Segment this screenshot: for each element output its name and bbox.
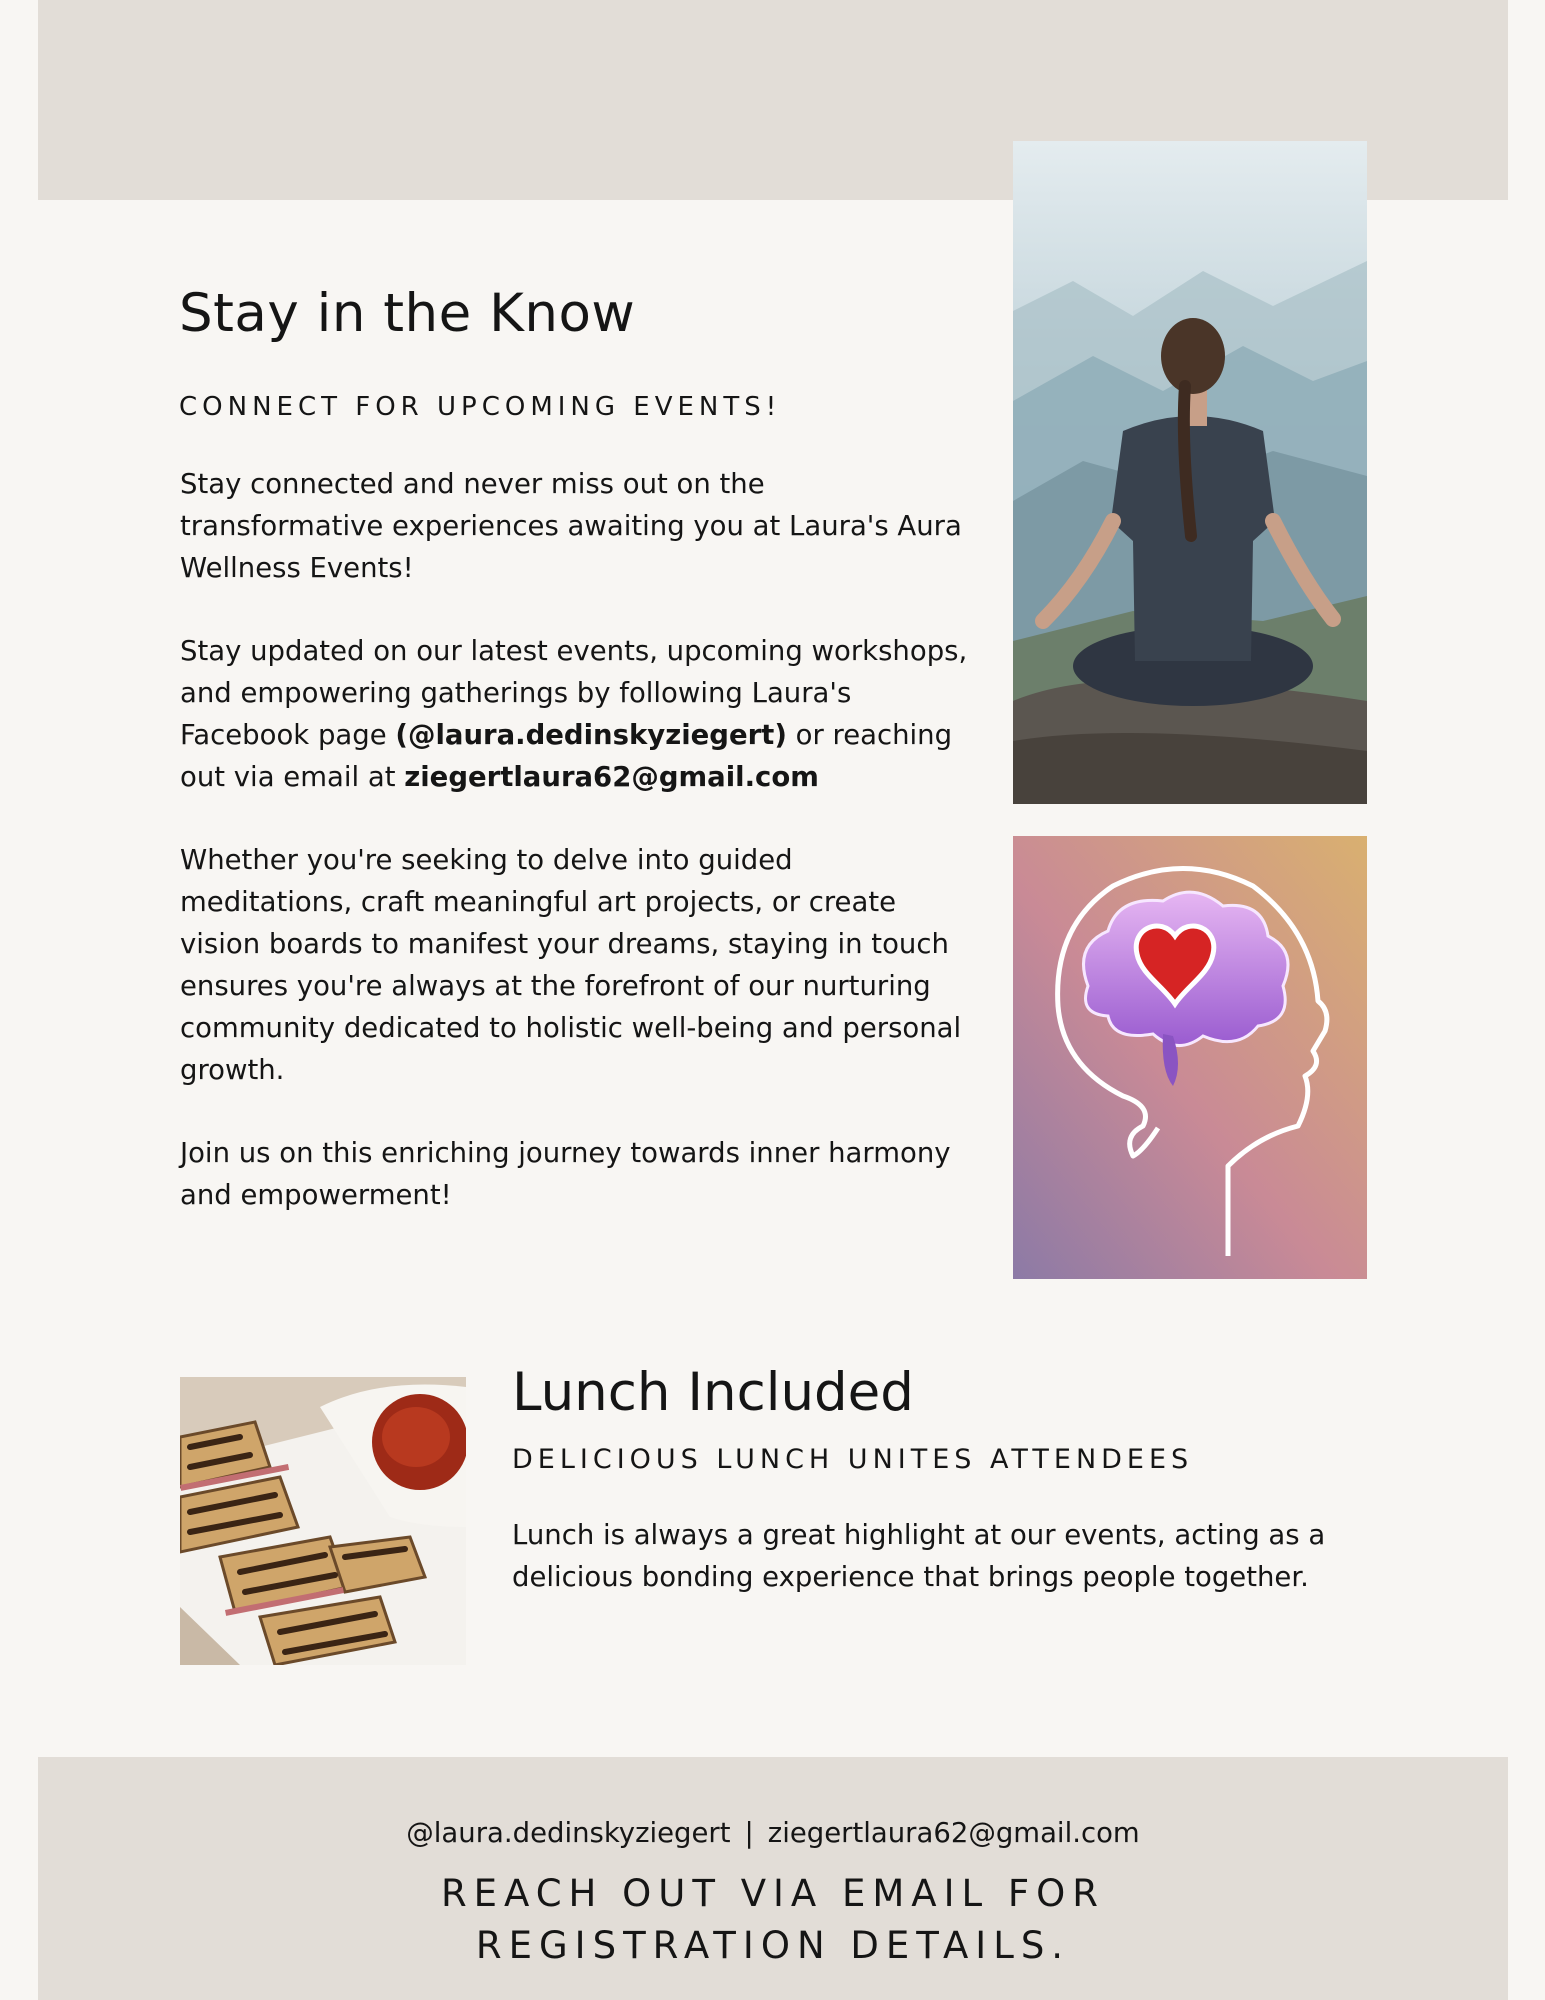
brain-heart-illustration xyxy=(1013,836,1367,1279)
p2-middle: or reaching out via email at xyxy=(180,719,953,793)
meditation-photo xyxy=(1013,141,1367,804)
footer-facebook-handle[interactable]: @laura.dedinskyziegert xyxy=(406,1817,731,1849)
stay-body xyxy=(180,463,970,1257)
lunch-subtitle: DELICIOUS LUNCH UNITES ATTENDEES xyxy=(512,1444,1194,1475)
stay-paragraph-3: Whether you're seeking to delve into guided meditations, craft meaningful art projects, or create vision boards to manifest your dreams, staying in touch ensures you're always at the forefront of our nurturing community dedicated to holistic well-being and personal growth. xyxy=(180,844,962,1086)
footer-email[interactable]: ziegertlaura62@gmail.com xyxy=(767,1817,1140,1849)
p2-intro: Stay updated on our latest events, upcoming workshops, and empowering gatherings by following Laura's Facebook page xyxy=(180,635,968,751)
facebook-handle-link[interactable]: (@laura.dedinskyziegert) xyxy=(395,719,787,751)
lunch-photo xyxy=(180,1377,466,1665)
stay-subtitle: CONNECT FOR UPCOMING EVENTS! xyxy=(179,392,782,422)
email-link[interactable]: ziegertlaura62@gmail.com xyxy=(404,761,819,793)
lunch-title: Lunch Included xyxy=(512,1362,914,1423)
stay-paragraph-4: Join us on this enriching journey towards inner harmony and empowerment! xyxy=(180,1137,951,1211)
footer-separator: | xyxy=(744,1817,754,1849)
stay-paragraph-1: Stay connected and never miss out on the transformative experiences awaiting you at Laura's Aura Wellness Events! xyxy=(180,468,962,584)
footer-cta: REACH OUT VIA EMAIL FOR REGISTRATION DETAILS. xyxy=(440,1872,1106,1967)
stay-title: Stay in the Know xyxy=(179,283,636,344)
footer-contact xyxy=(38,1817,1508,1849)
lunch-body: Lunch is always a great highlight at our events, acting as a delicious bonding experience that brings people together. xyxy=(512,1519,1326,1593)
stay-paragraph-2 xyxy=(180,630,970,798)
